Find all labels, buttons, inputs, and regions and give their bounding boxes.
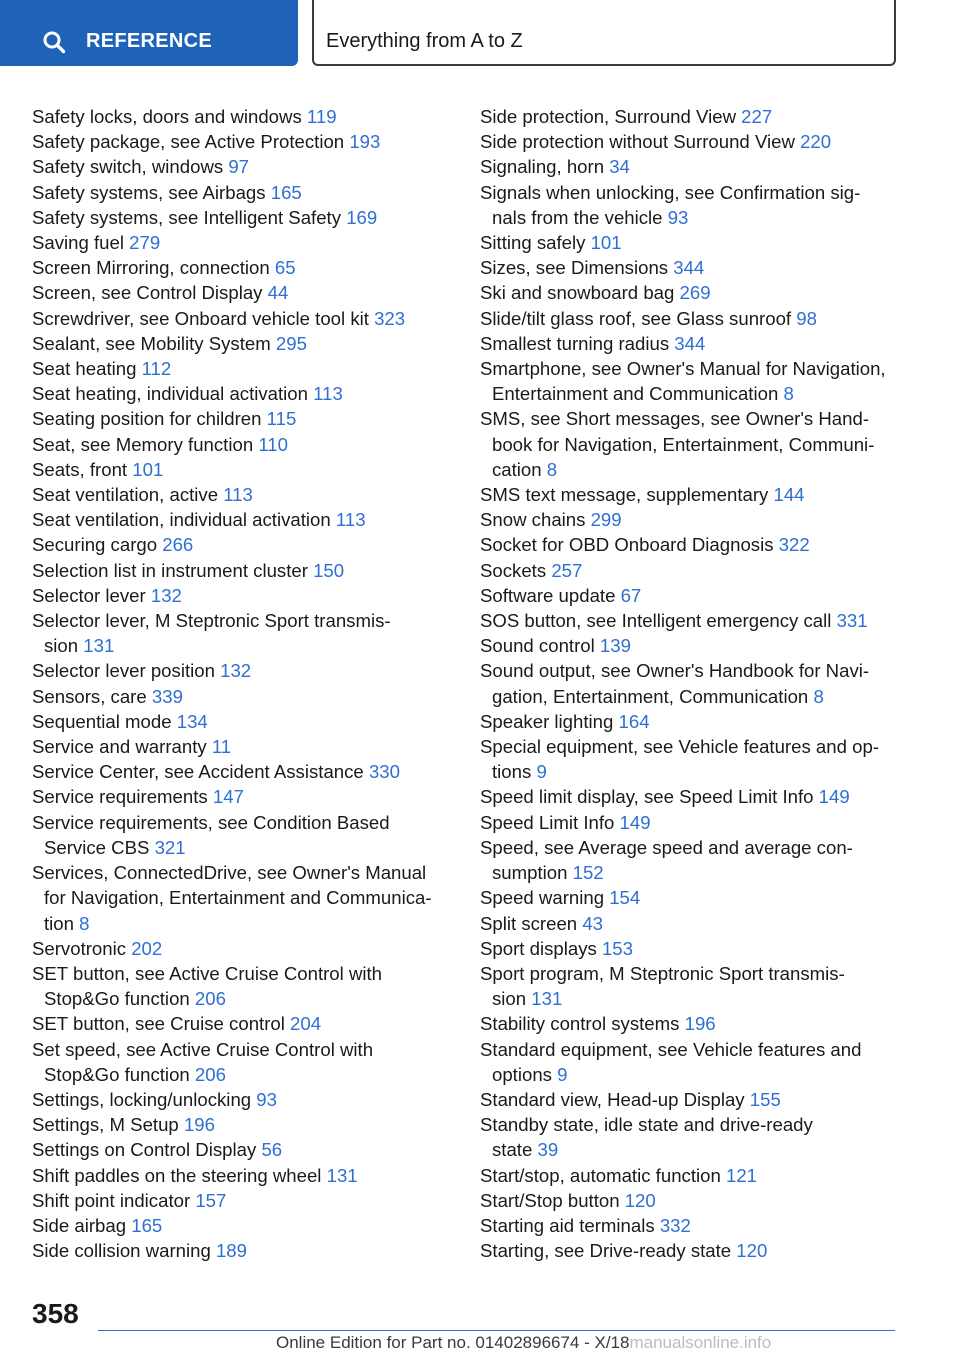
entry-text: Settings on Control Display bbox=[32, 1139, 262, 1161]
page-link[interactable]: 150 bbox=[313, 559, 345, 581]
page-link[interactable]: 131 bbox=[83, 635, 115, 657]
index-entry bbox=[480, 280, 940, 305]
entry-text: Service Center, see Accident Assistance bbox=[32, 761, 369, 783]
page-link[interactable]: 339 bbox=[151, 685, 183, 707]
page-link[interactable]: 93 bbox=[256, 1088, 277, 1110]
entry-text: Sealant, see Mobility System bbox=[32, 332, 276, 354]
page-link[interactable]: 196 bbox=[183, 1114, 215, 1136]
index-entry bbox=[32, 1213, 452, 1238]
index-entry bbox=[32, 860, 452, 936]
index-entry bbox=[480, 911, 940, 936]
page-link[interactable]: 43 bbox=[582, 912, 603, 934]
index-entry bbox=[32, 154, 452, 179]
page-link[interactable]: 67 bbox=[620, 584, 642, 606]
entry-text: tion bbox=[44, 912, 80, 934]
index-entry bbox=[480, 810, 940, 835]
index-entry bbox=[32, 205, 452, 230]
index-entry bbox=[32, 331, 452, 356]
page-link[interactable]: 147 bbox=[212, 786, 244, 808]
entry-text: Sequential mode bbox=[32, 710, 177, 732]
index-entry bbox=[480, 154, 940, 179]
page-link[interactable]: 164 bbox=[618, 710, 650, 732]
index-entry bbox=[480, 835, 940, 885]
page-link[interactable]: 44 bbox=[267, 282, 289, 304]
page-link[interactable]: 279 bbox=[129, 232, 161, 254]
entry-text: Speed, see Average speed and average con- bbox=[480, 836, 853, 858]
entry-text: Sound control bbox=[480, 635, 600, 657]
index-entry bbox=[32, 759, 452, 784]
index-entry bbox=[32, 658, 452, 683]
entry-text: Entertainment and Communication bbox=[492, 383, 784, 405]
entry-text: sion bbox=[44, 635, 84, 657]
entry-text: Stop&Go function bbox=[44, 1063, 195, 1085]
page-link[interactable]: 323 bbox=[374, 307, 406, 329]
entry-text: Safety switch, windows bbox=[32, 156, 229, 178]
page-link[interactable]: 139 bbox=[599, 635, 631, 657]
index-entry bbox=[32, 104, 452, 129]
page-link[interactable]: 132 bbox=[150, 584, 182, 606]
search-icon bbox=[42, 30, 66, 54]
page-link[interactable]: 269 bbox=[679, 282, 711, 304]
entry-text: Sport program, M Steptronic Sport transmis- bbox=[480, 962, 845, 984]
index-entry bbox=[480, 406, 940, 482]
edition-text: Online Edition for Part no. 01402896674 - X/18 bbox=[276, 1333, 630, 1352]
entry-text: Screwdriver, see Onboard vehicle tool kit bbox=[32, 307, 375, 329]
watermark-text: manualsonline.info bbox=[629, 1333, 772, 1352]
entry-text: for Navigation, Entertainment and Communica- bbox=[44, 887, 432, 909]
entry-text: state bbox=[492, 1139, 538, 1161]
index-entry bbox=[480, 129, 940, 154]
index-entry bbox=[480, 180, 940, 230]
entry-text: Settings, M Setup bbox=[32, 1114, 184, 1136]
entry-text: Stop&Go function bbox=[44, 988, 195, 1010]
index-entry bbox=[480, 709, 940, 734]
page-link[interactable]: 206 bbox=[194, 988, 226, 1010]
index-entry bbox=[480, 255, 940, 280]
page-link[interactable]: 202 bbox=[131, 937, 163, 959]
page-link[interactable]: 120 bbox=[624, 1189, 656, 1211]
page-link[interactable]: 227 bbox=[741, 106, 773, 127]
entry-text: book for Navigation, Entertainment, Communi- bbox=[492, 433, 875, 455]
entry-text: Side collision warning bbox=[32, 1240, 216, 1262]
page-link[interactable]: 155 bbox=[749, 1088, 781, 1110]
page-link[interactable]: 149 bbox=[619, 811, 651, 833]
entry-text: Ski and snowboard bag bbox=[480, 282, 680, 304]
entry-text: Side airbag bbox=[32, 1214, 132, 1236]
index-entry bbox=[32, 936, 452, 961]
entry-text: Services, ConnectedDrive, see Owner's Manual bbox=[32, 862, 427, 884]
page-link[interactable]: 121 bbox=[725, 1164, 758, 1186]
index-entry bbox=[480, 583, 940, 608]
page-link[interactable]: 204 bbox=[290, 1013, 322, 1035]
index-entry bbox=[32, 255, 452, 280]
entry-text: Speed limit display, see Speed Limit Info bbox=[480, 786, 819, 808]
entry-text: Signals when unlocking, see Confirmation sig- bbox=[480, 181, 861, 203]
index-entry bbox=[480, 1163, 940, 1188]
page-link[interactable]: 65 bbox=[274, 257, 296, 279]
entry-text: Selector lever bbox=[32, 584, 151, 606]
entry-text: SMS text message, supplementary bbox=[480, 484, 774, 506]
index-entry bbox=[32, 684, 452, 709]
index-entry bbox=[32, 381, 452, 406]
page-link[interactable]: 8 bbox=[79, 912, 90, 934]
entry-text: Screen, see Control Display bbox=[32, 282, 268, 304]
page-link[interactable]: 93 bbox=[667, 206, 689, 228]
page-link[interactable]: 344 bbox=[673, 257, 705, 279]
index-entry bbox=[480, 784, 940, 809]
page-link[interactable]: 8 bbox=[783, 383, 794, 405]
entry-text: Start/Stop button bbox=[480, 1189, 625, 1211]
index-entry bbox=[480, 936, 940, 961]
index-entry bbox=[32, 558, 452, 583]
entry-text: Shift paddles on the steering wheel bbox=[32, 1164, 327, 1186]
page-link[interactable]: 169 bbox=[346, 206, 378, 228]
index-entry bbox=[32, 532, 452, 557]
page-link[interactable]: 332 bbox=[659, 1214, 691, 1236]
page-link[interactable]: 165 bbox=[131, 1214, 163, 1236]
entry-text: Securing cargo bbox=[32, 534, 163, 556]
page-link[interactable]: 113 bbox=[223, 484, 253, 506]
index-entry bbox=[480, 1188, 940, 1213]
entry-text: SET button, see Cruise control bbox=[32, 1013, 291, 1035]
page-link[interactable]: 97 bbox=[228, 156, 250, 178]
index-entry bbox=[480, 1112, 940, 1162]
entry-text: Safety locks, doors and windows bbox=[32, 106, 307, 127]
entry-text: Standard view, Head-up Display bbox=[480, 1088, 750, 1110]
index-entry bbox=[480, 1011, 940, 1036]
entry-text: Seat heating bbox=[32, 358, 142, 380]
index-entry bbox=[32, 1112, 452, 1137]
entry-text: options bbox=[492, 1063, 558, 1085]
page-link[interactable]: 154 bbox=[609, 887, 641, 909]
page-link[interactable]: 189 bbox=[215, 1240, 247, 1262]
page-link[interactable]: 152 bbox=[572, 862, 604, 884]
page-link[interactable]: 157 bbox=[195, 1189, 227, 1211]
page-link[interactable]: 322 bbox=[778, 534, 810, 556]
page-link[interactable]: 113 bbox=[335, 509, 366, 531]
index-entry bbox=[480, 507, 940, 532]
index-entry bbox=[32, 810, 452, 860]
entry-text: Set speed, see Active Cruise Control with bbox=[32, 1038, 374, 1060]
entry-text: Socket for OBD Onboard Diagnosis bbox=[480, 534, 779, 556]
index-entry bbox=[32, 356, 452, 381]
page-link[interactable]: 8 bbox=[546, 458, 558, 480]
page-link[interactable]: 196 bbox=[684, 1013, 716, 1035]
entry-text: Side protection without Surround View bbox=[480, 131, 801, 153]
entry-text: Smartphone, see Owner's Manual for Navigation, bbox=[480, 358, 886, 380]
entry-text: Selector lever position bbox=[32, 660, 221, 682]
entry-text: Slide/tilt glass roof, see Glass sunroof bbox=[480, 307, 797, 329]
index-entry bbox=[32, 129, 452, 154]
entry-text: Service requirements, see Condition Based bbox=[32, 811, 390, 833]
page-link[interactable]: 119 bbox=[306, 106, 337, 127]
page-link[interactable]: 165 bbox=[270, 181, 302, 203]
page-link[interactable]: 39 bbox=[537, 1139, 559, 1161]
entry-text: Seat ventilation, individual activation bbox=[32, 509, 336, 531]
index-entry bbox=[32, 1238, 452, 1263]
entry-text: sion bbox=[492, 988, 532, 1010]
entry-text: Stability control systems bbox=[480, 1013, 685, 1035]
page-link[interactable]: 112 bbox=[141, 358, 172, 380]
entry-text: Seat ventilation, active bbox=[32, 484, 224, 506]
index-entry bbox=[32, 230, 452, 255]
entry-text: Screen Mirroring, connection bbox=[32, 257, 275, 279]
entry-text: Speed warning bbox=[480, 887, 610, 909]
entry-text: Shift point indicator bbox=[32, 1189, 196, 1211]
entry-text: Service and warranty bbox=[32, 736, 212, 758]
index-entry bbox=[32, 961, 452, 1011]
entry-text: nals from the vehicle bbox=[492, 206, 668, 228]
entry-text: Starting aid terminals bbox=[480, 1214, 660, 1236]
index-entry bbox=[32, 432, 452, 457]
entry-text: Software update bbox=[480, 584, 621, 606]
entry-text: Seats, front bbox=[32, 458, 133, 480]
index-entry bbox=[32, 784, 452, 809]
entry-text: Sensors, care bbox=[32, 685, 152, 707]
page-link[interactable]: 115 bbox=[266, 408, 297, 430]
entry-text: Snow chains bbox=[480, 509, 591, 531]
index-entry bbox=[480, 633, 940, 658]
page-link[interactable]: 98 bbox=[796, 307, 817, 329]
entry-text: Selection list in instrument cluster bbox=[32, 559, 314, 581]
index-entry bbox=[480, 482, 940, 507]
page-link[interactable]: 56 bbox=[261, 1139, 283, 1161]
entry-text: Sizes, see Dimensions bbox=[480, 257, 674, 279]
page-link[interactable]: 8 bbox=[813, 685, 824, 707]
page-link[interactable]: 321 bbox=[154, 836, 186, 858]
index-entry bbox=[480, 356, 940, 406]
entry-text: Standard equipment, see Vehicle features and bbox=[480, 1038, 862, 1060]
entry-text: Selector lever, M Steptronic Sport transmis- bbox=[32, 610, 391, 632]
entry-text: Split screen bbox=[480, 912, 583, 934]
page-link[interactable]: 330 bbox=[368, 761, 400, 783]
entry-text: Seat, see Memory function bbox=[32, 433, 259, 455]
entry-text: Seat heating, individual activation bbox=[32, 383, 314, 405]
index-entry bbox=[32, 457, 452, 482]
entry-text: Service requirements bbox=[32, 786, 213, 808]
page-link[interactable]: 9 bbox=[557, 1063, 568, 1085]
index-entry bbox=[480, 1238, 940, 1263]
index-entry bbox=[32, 734, 452, 759]
page-link[interactable]: 131 bbox=[531, 988, 563, 1010]
index-entry bbox=[32, 1163, 452, 1188]
index-entry bbox=[480, 1037, 940, 1087]
entry-text: sumption bbox=[492, 862, 573, 884]
index-entry bbox=[480, 558, 940, 583]
index-entry bbox=[480, 532, 940, 557]
entry-text: Sitting safely bbox=[480, 232, 591, 254]
page-link[interactable]: 331 bbox=[836, 610, 868, 632]
page-link[interactable]: 113 bbox=[313, 383, 343, 405]
index-entry bbox=[32, 406, 452, 431]
entry-text: Side protection, Surround View bbox=[480, 106, 742, 127]
entry-text: Signaling, horn bbox=[480, 156, 610, 178]
index-entry bbox=[480, 306, 940, 331]
footer-edition bbox=[276, 1333, 771, 1353]
entry-text: Settings, locking/unlocking bbox=[32, 1088, 257, 1110]
page-link[interactable]: 101 bbox=[590, 232, 622, 254]
page-link[interactable]: 153 bbox=[601, 937, 633, 959]
page-link[interactable]: 11 bbox=[211, 736, 232, 758]
entry-text: Smallest turning radius bbox=[480, 332, 675, 354]
index-entry bbox=[32, 306, 452, 331]
page-link[interactable]: 134 bbox=[176, 710, 208, 732]
entry-text: Servotronic bbox=[32, 937, 132, 959]
index-entry bbox=[480, 734, 940, 784]
index-entry bbox=[32, 583, 452, 608]
index-entry bbox=[480, 331, 940, 356]
entry-text: Sport displays bbox=[480, 937, 602, 959]
index-entry bbox=[480, 608, 940, 633]
index-entry bbox=[32, 608, 452, 658]
index-entry bbox=[32, 1087, 452, 1112]
page-link[interactable]: 344 bbox=[674, 332, 706, 354]
page-link[interactable]: 193 bbox=[349, 131, 381, 153]
index-entry bbox=[480, 230, 940, 255]
page-link[interactable]: 144 bbox=[773, 484, 805, 506]
index-entry bbox=[32, 709, 452, 734]
index-entry bbox=[480, 1087, 940, 1112]
index-entry bbox=[32, 507, 452, 532]
footer-divider bbox=[98, 1330, 895, 1331]
index-entry bbox=[32, 1011, 452, 1036]
page-link[interactable]: 9 bbox=[536, 761, 547, 783]
entry-text: Safety systems, see Airbags bbox=[32, 181, 271, 203]
page-link[interactable]: 299 bbox=[590, 509, 622, 531]
index-entry bbox=[32, 180, 452, 205]
chapter-title: Everything from A to Z bbox=[326, 30, 523, 52]
entry-text: Safety systems, see Intelligent Safety bbox=[32, 206, 347, 228]
page-link[interactable]: 120 bbox=[736, 1240, 768, 1262]
entry-text: SET button, see Active Cruise Control with bbox=[32, 962, 383, 984]
page-link[interactable]: 101 bbox=[132, 458, 164, 480]
reference-tab[interactable] bbox=[0, 0, 298, 66]
entry-text: Start/stop, automatic function bbox=[480, 1164, 726, 1186]
entry-text: Standby state, idle state and drive-ready bbox=[480, 1114, 813, 1136]
chapter-tab bbox=[312, 0, 896, 66]
index-column-right bbox=[480, 104, 940, 1263]
entry-text: Safety package, see Active Protection bbox=[32, 131, 350, 153]
index-entry bbox=[480, 104, 940, 129]
page-link[interactable]: 206 bbox=[194, 1063, 226, 1085]
index-entry bbox=[32, 1037, 452, 1087]
reference-label: REFERENCE bbox=[86, 30, 213, 52]
entry-text: SOS button, see Intelligent emergency call bbox=[480, 610, 837, 632]
page-link[interactable]: 266 bbox=[162, 534, 194, 556]
entry-text: Speaker lighting bbox=[480, 710, 619, 732]
index-entry bbox=[480, 961, 940, 1011]
entry-text: Service CBS bbox=[44, 836, 155, 858]
index-column-left bbox=[32, 104, 452, 1263]
page-link[interactable]: 110 bbox=[258, 433, 288, 455]
page-link[interactable]: 257 bbox=[551, 559, 583, 581]
entry-text: SMS, see Short messages, see Owner's Hand- bbox=[480, 408, 870, 430]
entry-text: Saving fuel bbox=[32, 232, 130, 254]
index-entry bbox=[32, 1137, 452, 1162]
index-entry bbox=[480, 1213, 940, 1238]
page-link[interactable]: 34 bbox=[609, 156, 630, 178]
entry-text: Sockets bbox=[480, 559, 552, 581]
page-link[interactable]: 149 bbox=[818, 786, 850, 808]
entry-text: cation bbox=[492, 458, 547, 480]
page-header bbox=[0, 0, 960, 66]
entry-text: Starting, see Drive-ready state bbox=[480, 1240, 737, 1262]
index-entry bbox=[32, 280, 452, 305]
entry-text: tions bbox=[492, 761, 537, 783]
index-entry bbox=[32, 1188, 452, 1213]
page-link[interactable]: 132 bbox=[220, 660, 252, 682]
page-link[interactable]: 220 bbox=[800, 131, 832, 153]
entry-text: gation, Entertainment, Communication bbox=[492, 685, 814, 707]
index-entry bbox=[480, 885, 940, 910]
entry-text: Speed Limit Info bbox=[480, 811, 620, 833]
page-link[interactable]: 295 bbox=[275, 332, 307, 354]
entry-text: Sound output, see Owner's Handbook for Navi- bbox=[480, 660, 870, 682]
index-entry bbox=[32, 482, 452, 507]
page-number: 358 bbox=[32, 1298, 79, 1329]
page-link[interactable]: 131 bbox=[326, 1164, 358, 1186]
index-entry bbox=[480, 658, 940, 708]
entry-text: Special equipment, see Vehicle features and op- bbox=[480, 736, 879, 758]
entry-text: Seating position for children bbox=[32, 408, 267, 430]
